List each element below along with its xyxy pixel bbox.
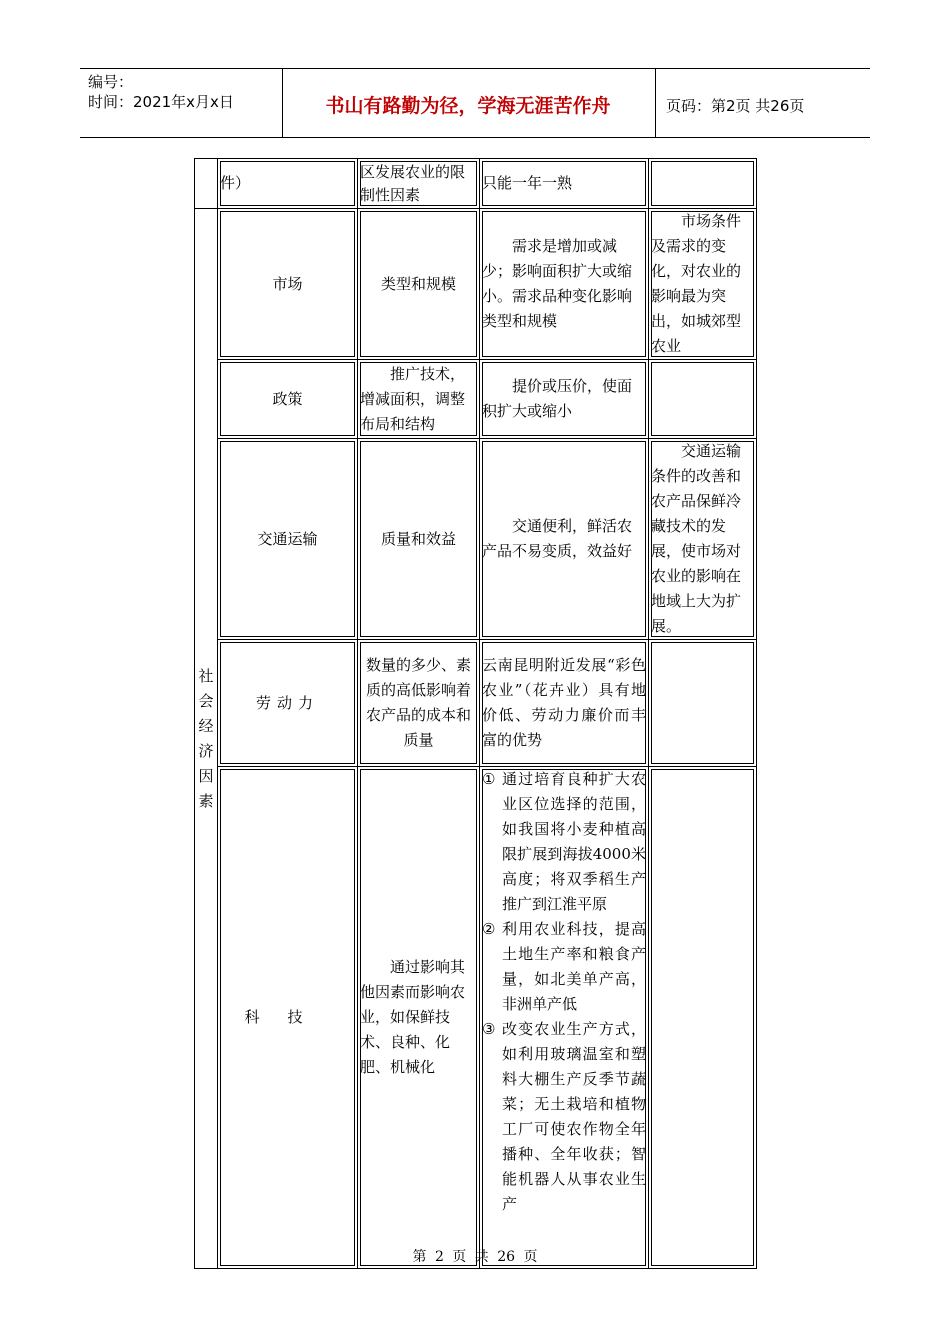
note-cell xyxy=(649,209,757,360)
table-row xyxy=(195,439,757,640)
list-number: ③ xyxy=(482,1020,496,1038)
page-footer: 第 2 页 共 26 页 xyxy=(412,1249,538,1265)
effect-cell xyxy=(480,439,649,640)
note-cell xyxy=(649,360,757,439)
factor-cell xyxy=(218,767,358,1269)
list-item xyxy=(482,917,646,1017)
note-cell xyxy=(649,439,757,640)
list-item xyxy=(482,767,646,917)
cell-text: 区发展农业的限制性因素 xyxy=(360,162,466,204)
cell-text: 交通运输条件的改善和农产品保鲜冷藏技术的发展，使市场对农业的影响在地域上大为扩展。 xyxy=(651,442,742,635)
note-cell xyxy=(649,640,757,767)
factor-policy: 政策 xyxy=(272,389,303,408)
table-cell xyxy=(480,159,649,209)
aspect-cell xyxy=(358,360,480,439)
cell-text: 交通便利，鲜活农产品不易变质，效益好 xyxy=(482,517,633,560)
factor-market: 市场 xyxy=(272,274,303,293)
aspect-cell xyxy=(358,640,480,767)
table-row xyxy=(195,640,757,767)
factor-cell xyxy=(218,209,358,360)
list-text: 改变农业生产方式，如利用玻璃温室和塑料大棚生产反季节蔬菜；无土栽培和植物工厂可使农作物全年播种、全年收获；智能机器人从事农业生产 xyxy=(502,1020,646,1213)
factor-technology: 科技 xyxy=(244,1008,331,1026)
document-date-label: 时间：2021年x月x日 xyxy=(88,93,234,111)
document-number-label: 编号： xyxy=(88,73,134,91)
table-row xyxy=(195,767,757,1269)
cell-text: 提价或压价，使面积扩大或缩小 xyxy=(482,377,633,420)
page-header xyxy=(80,68,870,138)
cell-text: 通过影响其他因素而影响农业，如保鲜技术、良种、化肥、机械化 xyxy=(360,958,466,1076)
cell-text: 件） xyxy=(220,174,251,192)
table-row xyxy=(195,159,757,209)
cell-text: 市场条件及需求的变化，对农业的影响最为突出，如城郊型农业 xyxy=(651,212,742,355)
factor-cell xyxy=(218,360,358,439)
factor-cell xyxy=(218,640,358,767)
cell-text: 云南昆明附近发展“彩色农业”（花卉业）具有地价低、劳动力廉价而丰富的优势 xyxy=(482,656,646,749)
agriculture-factors-table xyxy=(194,158,757,1269)
table-cell xyxy=(218,159,358,209)
factor-cell xyxy=(218,439,358,640)
factor-labor: 劳动力 xyxy=(255,693,319,712)
table-cell xyxy=(358,159,480,209)
list-text: 利用农业科技，提高土地生产率和粮食产量，如北美单产高，非洲单产低 xyxy=(502,920,646,1013)
list-text: 通过培育良种扩大农业区位选择的范围，如我国将小麦种植高限扩展到海拔4000米高度；将双季稻生产推广到江淮平原 xyxy=(502,770,646,913)
list-item xyxy=(482,1017,646,1217)
cell-text: 类型和规模 xyxy=(380,274,456,293)
header-page-info: 页码：第2页 共26页 xyxy=(666,97,805,115)
table-cell xyxy=(649,159,757,209)
list-number: ① xyxy=(482,770,496,788)
table-row xyxy=(195,209,757,360)
header-motto: 书山有路勤为径，学海无涯苦作舟 xyxy=(325,95,611,117)
cell-text: 数量的多少、素质的高低影响着农产品的成本和质量 xyxy=(365,656,471,749)
aspect-cell xyxy=(358,209,480,360)
cell-text: 推广技术，增减面积，调整布局和结构 xyxy=(360,364,466,433)
table-cell xyxy=(195,159,218,209)
factor-transport: 交通运输 xyxy=(257,529,318,548)
effect-cell xyxy=(480,360,649,439)
effect-cell xyxy=(480,640,649,767)
list-number: ② xyxy=(482,920,496,938)
cell-text: 需求是增加或减少；影响面积扩大或缩小。需求品种变化影响类型和规模 xyxy=(482,237,633,330)
group-label-cell xyxy=(195,209,218,1269)
cell-text: 只能一年一熟 xyxy=(482,174,573,192)
header-divider xyxy=(655,69,656,137)
note-cell xyxy=(649,767,757,1269)
group-label-social-economic: 社会经济因素 xyxy=(198,666,214,810)
effect-cell xyxy=(480,209,649,360)
effect-cell xyxy=(480,767,649,1269)
table-row xyxy=(195,360,757,439)
aspect-cell xyxy=(358,767,480,1269)
aspect-cell xyxy=(358,439,480,640)
cell-text: 质量和效益 xyxy=(380,529,456,548)
